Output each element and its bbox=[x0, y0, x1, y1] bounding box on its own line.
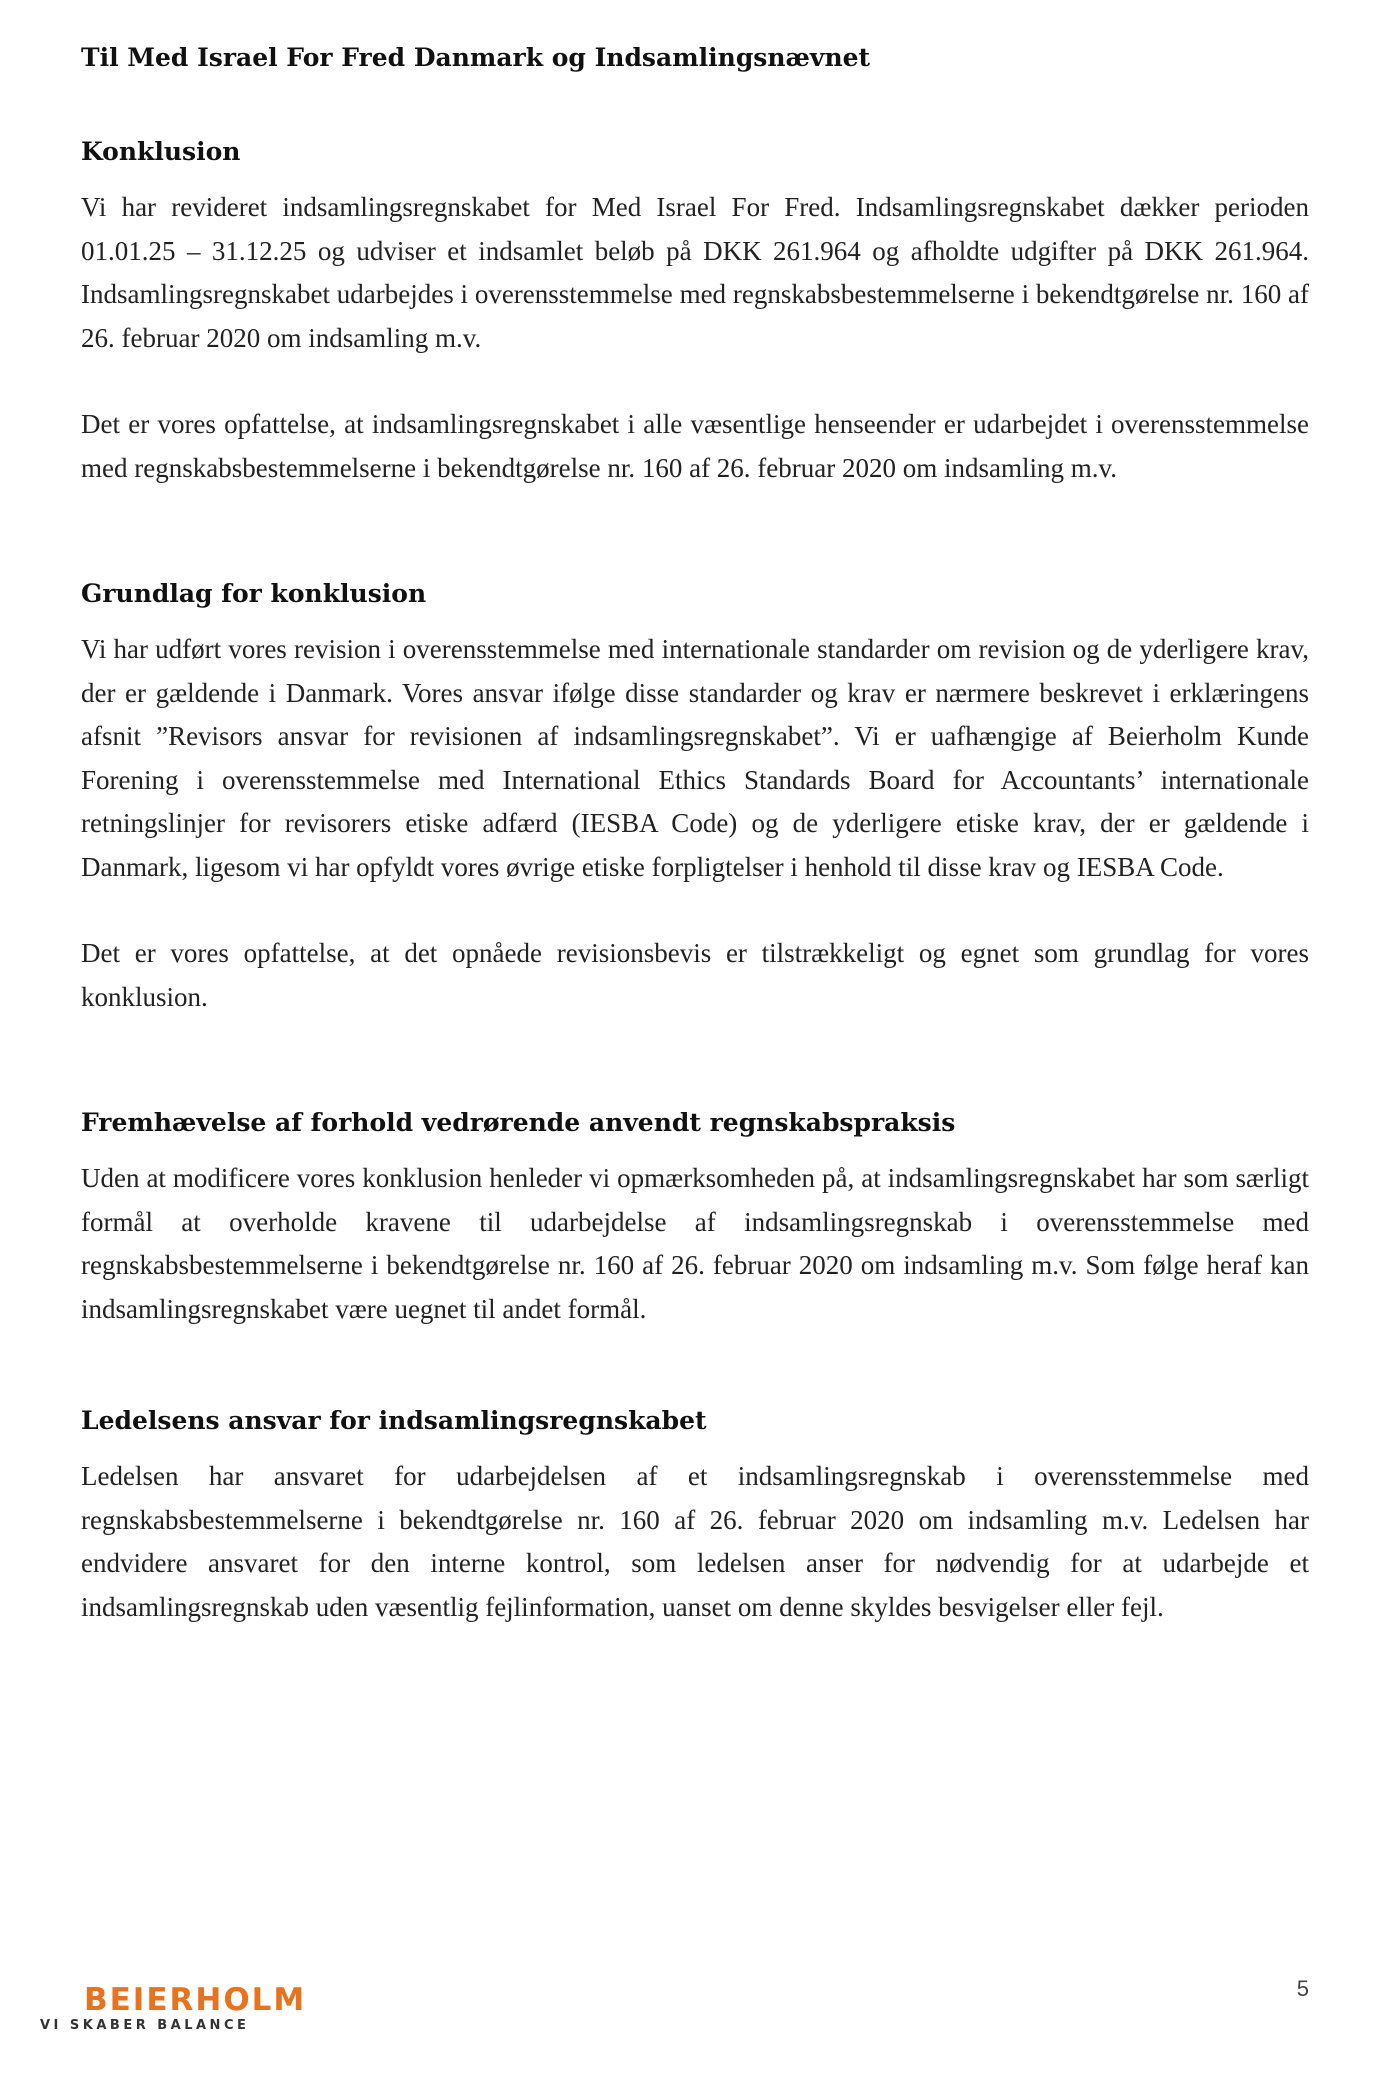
section-heading: Ledelsens ansvar for indsamlingsregnskabet bbox=[81, 1406, 707, 1435]
section-ledelsens-ansvar bbox=[81, 1403, 1309, 1629]
section-heading: Fremhævelse af forhold vedrørende anvendt regnskabspraksis bbox=[81, 1108, 956, 1137]
section-konklusion bbox=[81, 134, 1309, 490]
paragraph: Ledelsen har ansvaret for udarbejdelsen af et indsamlingsregnskab i overensstemmelse med regnskabsbestemmelserne i bekendtgørelse nr. 160 af 26. februar 2020 om indsamling m.v. Ledelsen har endvidere ansvaret for den interne kontrol, som ledelsen anser for nødvendig for at udarbejde et indsamlingsregnskab uden væsentlig fejlinformation, uanset om denne skyldes besvigelser eller fejl. bbox=[81, 1461, 1309, 1622]
paragraph: Det er vores opfattelse, at indsamlingsregnskabet i alle væsentlige henseender er udarbejdet i overensstemmelse med regnskabsbestemmelserne i bekendtgørelse nr. 160 af 26. februar 2020 om indsamling m.v. bbox=[81, 409, 1309, 483]
logo-wordmark: BEIERHOLM bbox=[84, 1982, 307, 2018]
logo-tagline: VI SKABER BALANCE bbox=[40, 2018, 250, 2033]
paragraph: Vi har udført vores revision i overensstemmelse med internationale standarder om revision og de yderligere krav, der er gældende i Danmark. Vores ansvar ifølge disse standarder og krav er nærmere beskrevet i erklæringens afsnit ”Revisors ansvar for revisionen af indsamlingsregnskabet”. Vi er uafhængige af Beierholm Kunde Forening i overensstemmelse med International Ethics Standards Board for Accountants’ internationale retningslinjer for revisorers etiske adfærd (IESBA Code) og de yderligere etiske krav, der er gældende i Danmark, ligesom vi har opfyldt vores øvrige etiske forpligtelser i henhold til disse krav og IESBA Code. bbox=[81, 634, 1309, 882]
section-fremhaevelse bbox=[81, 1105, 1309, 1331]
document-title: Til Med Israel For Fred Danmark og Indsamlingsnævnet bbox=[81, 43, 871, 72]
page-number: 5 bbox=[1296, 1976, 1309, 2001]
paragraph: Det er vores opfattelse, at det opnåede revisionsbevis er tilstrækkeligt og egnet som grundlag for vores konklusion. bbox=[81, 938, 1309, 1012]
paragraph: Uden at modificere vores konklusion henleder vi opmærksomheden på, at indsamlingsregnskabet har som særligt formål at overholde kravene til udarbejdelse af indsamlingsregnskab i overensstemmelse med regnskabsbestemmelserne i bekendtgørelse nr. 160 af 26. februar 2020 om indsamling m.v. Som følge heraf kan indsamlingsregnskabet være uegnet til andet formål. bbox=[81, 1163, 1309, 1324]
section-heading: Konklusion bbox=[81, 137, 241, 166]
section-heading: Grundlag for konklusion bbox=[81, 579, 427, 608]
document-content bbox=[81, 40, 1309, 1629]
section-grundlag bbox=[81, 576, 1309, 1019]
paragraph: Vi har revideret indsamlingsregnskabet for Med Israel For Fred. Indsamlingsregnskabet dækker perioden 01.01.25 – 31.12.25 og udviser et indsamlet beløb på DKK 261.964 og afholdte udgifter på DKK 261.964. Indsamlingsregnskabet udarbejdes i overensstemmelse med regnskabsbestemmelserne i bekendtgørelse nr. 160 af 26. februar 2020 om indsamling m.v. bbox=[81, 192, 1309, 353]
beierholm-logo bbox=[40, 1983, 340, 2034]
